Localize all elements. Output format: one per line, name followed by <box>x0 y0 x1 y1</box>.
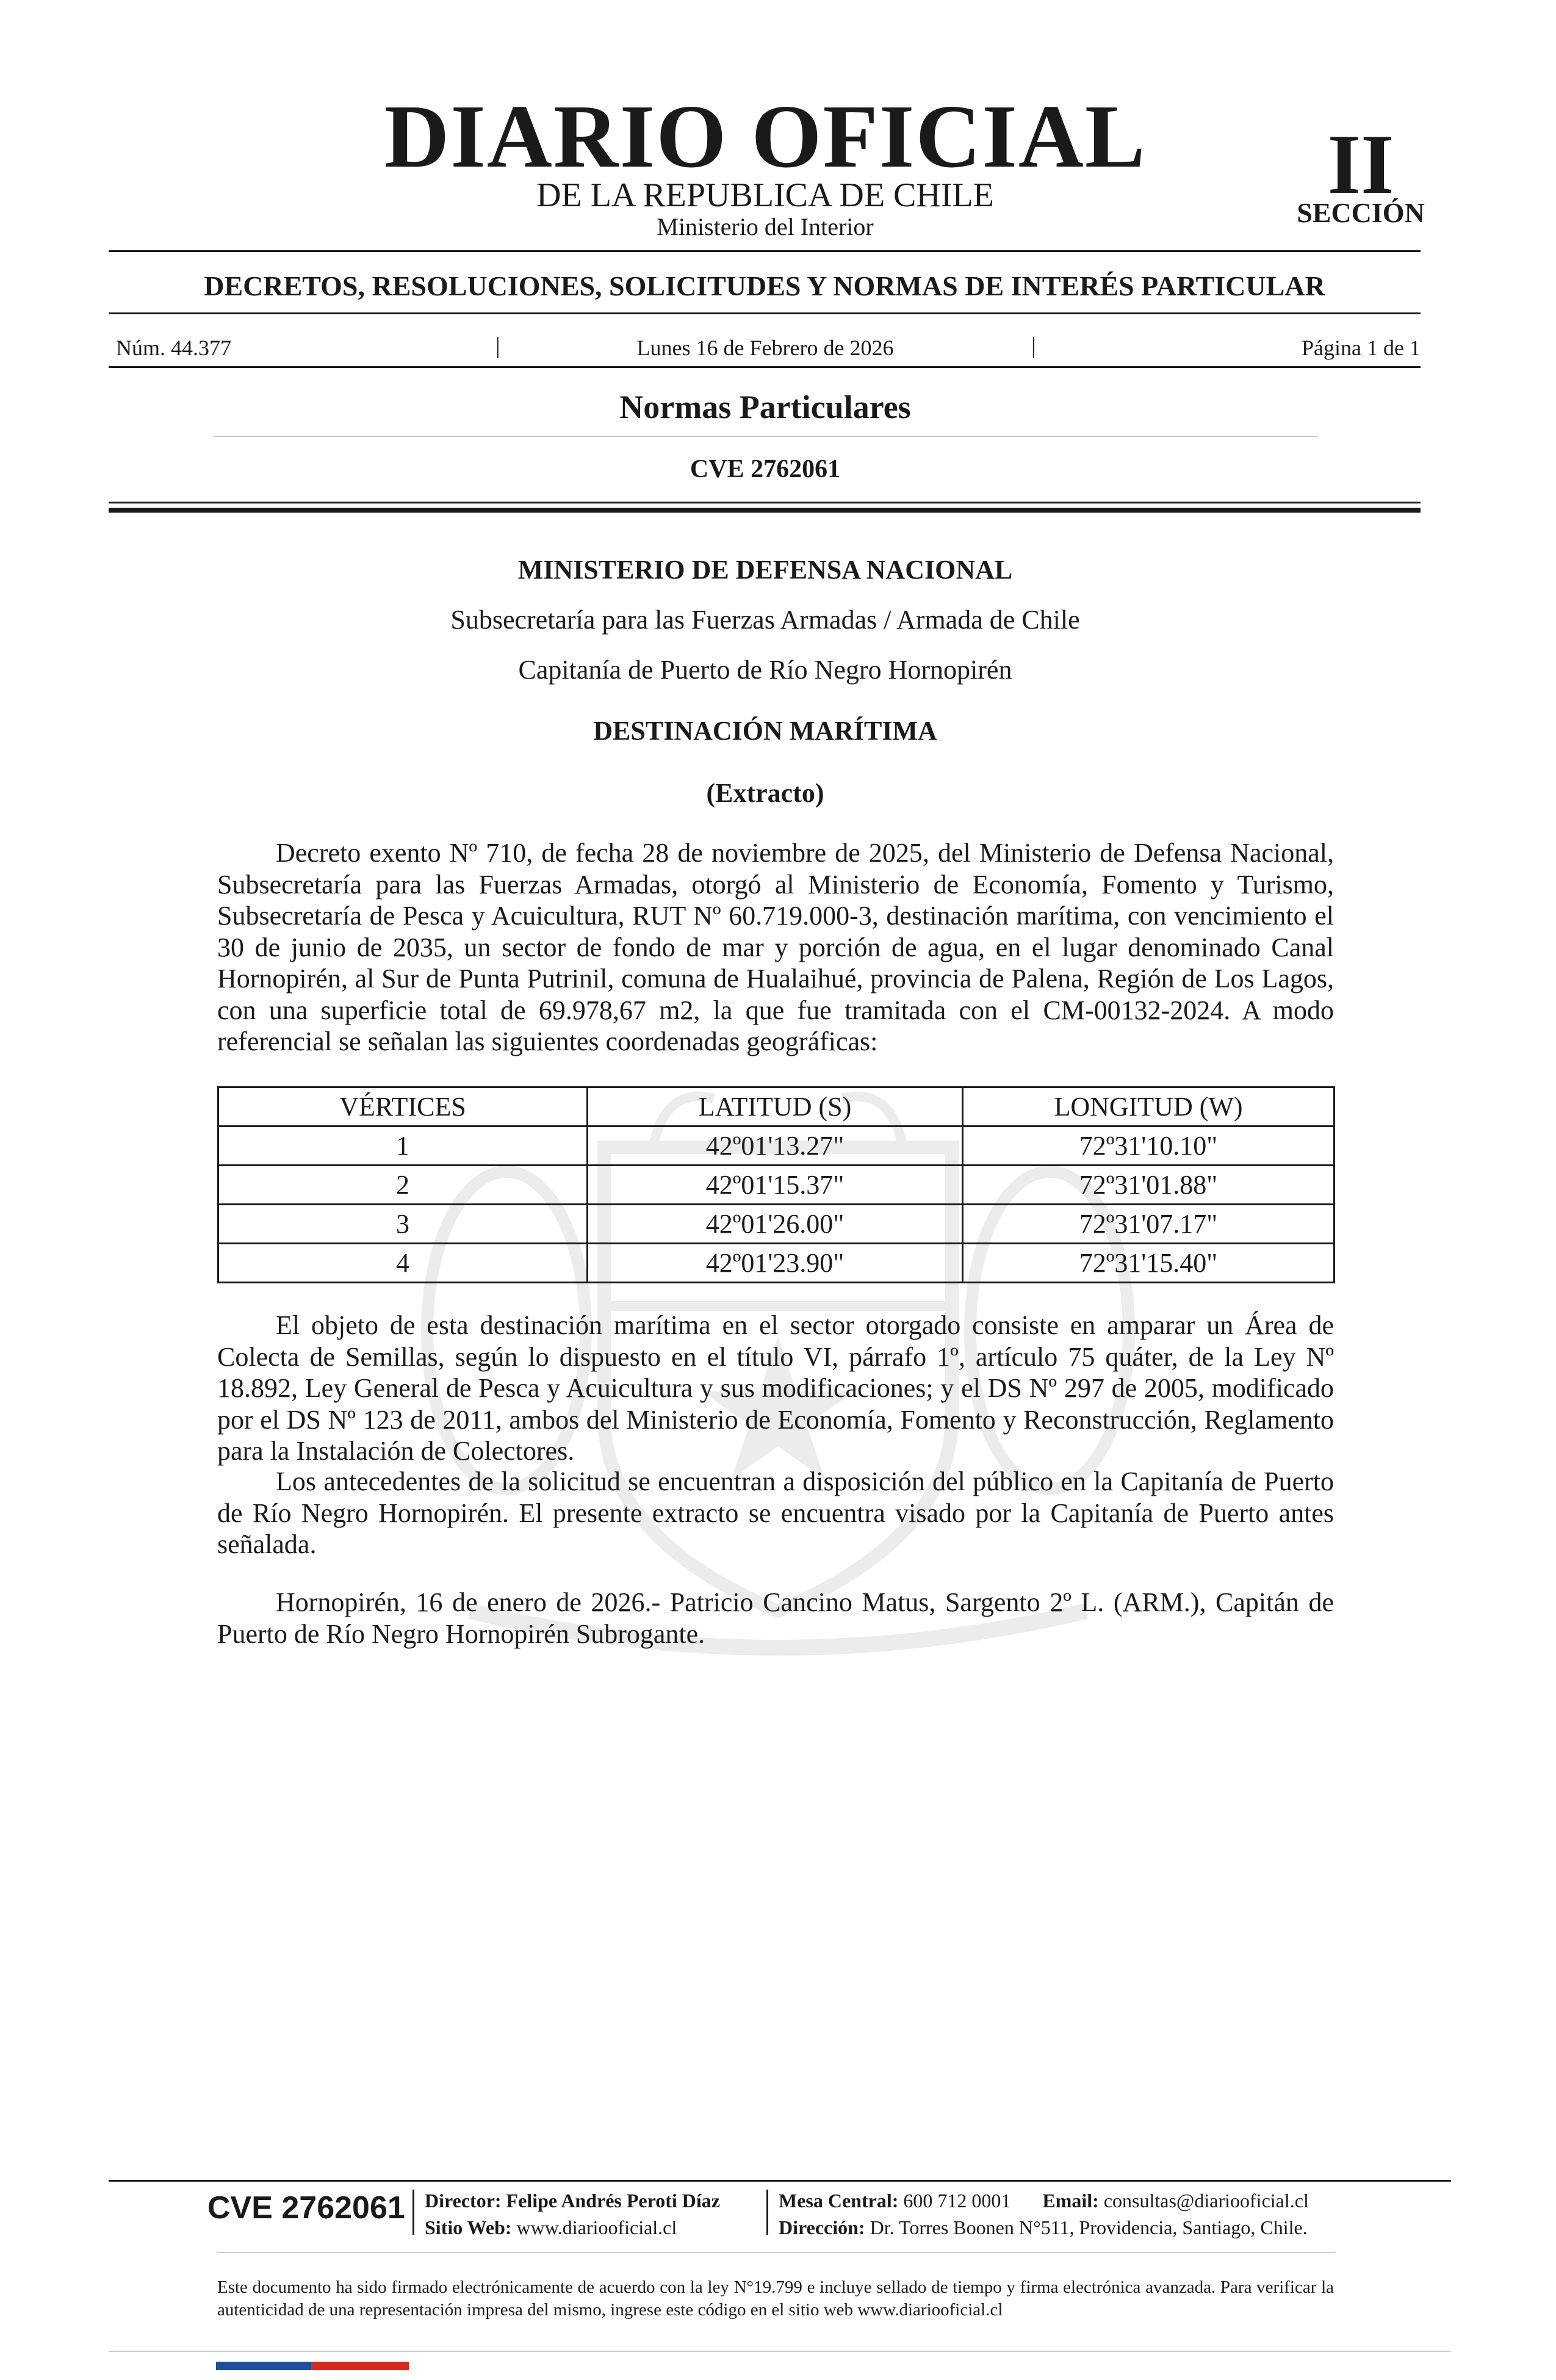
table-cell: 42º01'13.27" <box>588 1127 963 1166</box>
body-paragraph: Decreto exento Nº 710, de fecha 28 de noviembre de 2025, del Ministerio de Defensa Nacional, Subsecretaría para las Fuerzas Armadas, otorgó al Ministerio de Economía, Fomento y Turismo, Subsecretaría de Pesca y Acuicultura, RUT Nº 60.719.000-3, destinación marítima, con vencimiento el 30 de junio de 2035, un sector de fondo de mar y porción de agua, en el lugar denominado Canal Hornopirén, al Sur de Punta Putrinil, comuna de Hualaihué, provincia de Palena, Región de Los Lagos, con una superficie total de 69.978,67 m2, la que fue tramitada con el CM-00132-2024. A modo referencial se señalan las siguientes coordenadas geográficas: <box>217 838 1334 1056</box>
flag-stripe-red <box>311 2362 409 2370</box>
body-paragraph: Los antecedentes de la solicitud se encuentran a disposición del público en la Capitanía de Puerto de Río Negro Hornopirén. El presente extracto se encuentra visado por la Capitanía de Puerto antes señalada. <box>217 1466 1334 1559</box>
table-row <box>218 1205 1334 1244</box>
website-link[interactable]: www.diariooficial.cl <box>516 2216 677 2238</box>
issue-number: Núm. 44.377 <box>116 336 231 360</box>
table-cell: 42º01'23.90" <box>588 1244 963 1283</box>
issue-separator: | <box>1031 333 1036 359</box>
document-subtitle: (Extracto) <box>706 778 824 808</box>
table-cell: 72º31'15.40" <box>963 1244 1334 1283</box>
table-header-row <box>218 1087 1334 1127</box>
section-title: DECRETOS, RESOLUCIONES, SOLICITUDES Y NORMAS DE INTERÉS PARTICULAR <box>204 270 1325 301</box>
table-header-cell: LATITUD (S) <box>588 1087 963 1127</box>
table-cell: 1 <box>218 1127 588 1166</box>
masthead-ministry: Ministerio del Interior <box>657 213 874 240</box>
section-rule <box>109 312 1421 314</box>
mesa-label: Mesa Central: <box>779 2190 899 2212</box>
table-cell: 2 <box>218 1166 588 1205</box>
address-value: Dr. Torres Boonen N°511, Providencia, Santiago, Chile. <box>870 2216 1308 2238</box>
table-cell: 3 <box>218 1205 588 1244</box>
legal-notice: Este documento ha sido firmado electrónicamente de acuerdo con la ley N°19.799 e incluye sellado de tiempo y firma electrónica avanzada. Para verificar la autenticidad de una representación impresa del mismo, ingrese este código en el sitio web www.diariooficial.cl <box>217 2277 1334 2320</box>
issuing-ministry: MINISTERIO DE DEFENSA NACIONAL <box>517 555 1013 585</box>
double-rule-thin <box>109 502 1421 503</box>
norm-heading: Normas Particulares <box>619 389 911 425</box>
mesa-value: 600 712 0001 <box>903 2190 1011 2212</box>
issue-date: Lunes 16 de Febrero de 2026 <box>636 336 894 360</box>
table-cell: 72º31'01.88" <box>963 1166 1334 1205</box>
table-cell: 72º31'10.10" <box>963 1127 1334 1166</box>
masthead-rule <box>109 250 1421 252</box>
signature-paragraph: Hornopirén, 16 de enero de 2026.- Patricio Cancino Matus, Sargento 2º L. (ARM.), Capitán de Puerto de Río Negro Hornopirén Subrogante. <box>217 1587 1334 1649</box>
table-cell: 42º01'15.37" <box>588 1166 963 1205</box>
director-value: Felipe Andrés Peroti Díaz <box>506 2190 720 2212</box>
footer-website <box>425 2218 677 2237</box>
section-number: II <box>1327 117 1394 212</box>
email-link[interactable]: consultas@diariooficial.cl <box>1103 2190 1309 2212</box>
footer-bottom-rule <box>109 2351 1451 2352</box>
table-row <box>218 1244 1334 1283</box>
masthead-subtitle: DE LA REPUBLICA DE CHILE <box>536 176 994 214</box>
issue-rule <box>109 366 1421 368</box>
capitania: Capitanía de Puerto de Río Negro Hornopirén <box>518 655 1012 685</box>
section-label: SECCIÓN <box>1297 197 1425 228</box>
table-cell: 72º31'07.17" <box>963 1205 1334 1244</box>
footer-contact <box>779 2191 1309 2210</box>
footer-thin-rule <box>217 2252 1335 2253</box>
footer-rule <box>109 2180 1451 2182</box>
footer-address <box>779 2218 1308 2237</box>
address-label: Dirección: <box>779 2216 865 2238</box>
norm-heading-rule <box>214 436 1318 437</box>
subsecretaria: Subsecretaría para las Fuerzas Armadas / Armada de Chile <box>450 605 1080 635</box>
cve-code: CVE 2762061 <box>690 455 841 483</box>
footer-separator <box>412 2190 414 2235</box>
coordinates-table <box>217 1086 1335 1283</box>
issue-page: Página 1 de 1 <box>1302 336 1421 360</box>
email-label: Email: <box>1042 2190 1099 2212</box>
footer-director <box>425 2191 720 2210</box>
table-header-cell: VÉRTICES <box>218 1087 588 1127</box>
footer-separator <box>766 2190 768 2235</box>
table-row <box>218 1127 1334 1166</box>
masthead-title: DIARIO OFICIAL <box>384 87 1147 187</box>
table-cell: 4 <box>218 1244 588 1283</box>
website-label: Sitio Web: <box>425 2216 512 2238</box>
body-paragraph: El objeto de esta destinación marítima en el sector otorgado consiste en amparar un Área de Colecta de Semillas, según lo dispuesto en el título VI, párrafo 1º, artículo 75 quáter, de la Ley Nº 18.892, Ley General de Pesca y Acuicultura y sus modificaciones; y el DS Nº 297 de 2005, modificado por el DS Nº 123 de 2011, ambos del Ministerio de Economía, Fomento y Reconstrucción, Reglamento para la Instalación de Colectores. <box>217 1310 1334 1466</box>
double-rule-thick <box>109 508 1421 513</box>
director-label: Director: <box>425 2190 502 2212</box>
document-title: DESTINACIÓN MARÍTIMA <box>593 716 937 746</box>
table-cell: 42º01'26.00" <box>588 1205 963 1244</box>
issue-separator: | <box>495 333 500 359</box>
flag-stripe-blue <box>216 2362 311 2370</box>
table-header-cell: LONGITUD (W) <box>963 1087 1334 1127</box>
table-row <box>218 1166 1334 1205</box>
footer-cve-code: CVE 2762061 <box>207 2190 405 2226</box>
